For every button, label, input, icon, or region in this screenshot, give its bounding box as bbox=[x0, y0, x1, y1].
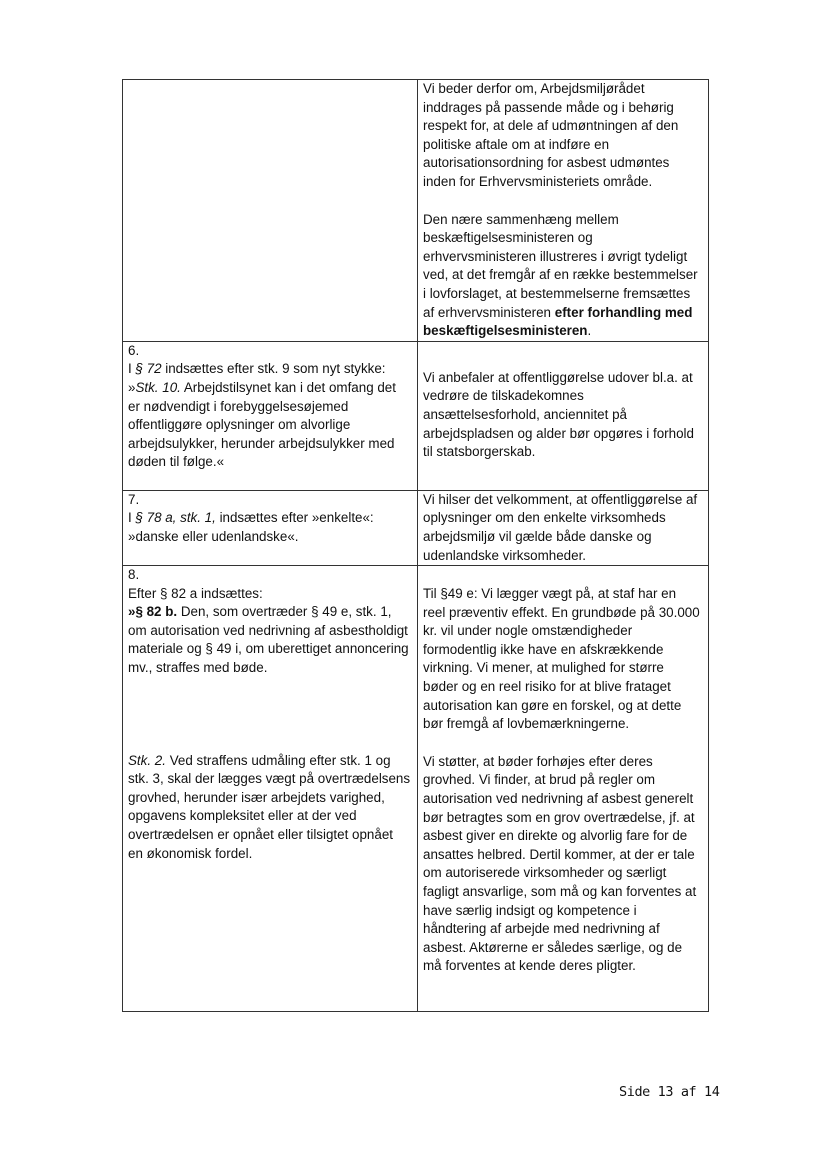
text-prefix: I bbox=[128, 361, 136, 377]
section-reference: § 78 a, stk. 1, bbox=[135, 510, 216, 526]
page-number-footer: Side 13 af 14 bbox=[619, 1084, 720, 1100]
text-after-ref: indsættes efter stk. 9 som nyt stykke: bbox=[161, 361, 386, 377]
left-cell-item-6 bbox=[123, 341, 418, 490]
right-cell-continuation bbox=[418, 80, 709, 342]
text-after-ref: indsættes efter »enkelte«: »danske eller udenlandske«. bbox=[128, 510, 374, 544]
section-reference-bold: »§ 82 b. bbox=[128, 604, 178, 620]
amendment-text bbox=[128, 509, 411, 546]
right-paragraph: Vi hilser det velkomment, at offentliggørelse af oplysninger om den enkelte virksomheds arbejdsmiljø vil gælde både danske og udenlandske virksomheder. bbox=[423, 491, 698, 563]
item-number: 6. bbox=[128, 342, 140, 358]
amendment-intro: Efter § 82 a indsættes: bbox=[128, 585, 263, 601]
bold-emphasis: efter forhandling med beskæftigelsesministeren bbox=[423, 304, 693, 339]
amendment-body: Arbejdstilsynet kan i det omfang det er nødvendigt i forebyggelsesøjemed offentliggøre oplysninger om alvorlige arbejdsulykker, herunder arbejdsulykker med døden til følge.« bbox=[128, 379, 396, 470]
right-cell-item-7 bbox=[418, 490, 709, 565]
right-cell-item-6 bbox=[418, 341, 709, 490]
right-paragraph: Vi beder derfor om, Arbejdsmiljørådet inddrages på passende måde og i behørig respekt for, at dele af udmøntningen af den politiske aftale om at indføre en autorisationsordning for asbest udmøntes inden for Erhvervsministeriets område. bbox=[423, 81, 679, 189]
consultation-table bbox=[122, 79, 709, 1012]
stk-reference: Stk. 2. bbox=[128, 752, 166, 768]
right-text: Den nære sammenhæng mellem beskæftigelsesministeren og erhvervsministeren illustreres i øvrigt tydeligt ved, at det fremgår af en række bestemmelser i lovforslaget, at bestemmelserne fremsættes af erhvervsministeren bbox=[423, 211, 698, 320]
amendment-text bbox=[128, 603, 411, 677]
stk-reference: Stk. 10. bbox=[135, 379, 181, 395]
right-paragraph: Til §49 e: Vi lægger vægt på, at staf har en reel præventiv effekt. En grundbøde på 30.000 kr. vil under nogle omstændigheder formodentlig ikke have en afskrækkende virkning. Vi mener, at mulighed for større bøder og en reel risiko for at blive frataget autorisation kan gøre en forskel, og at dette bør fremgå af lovbemærkningerne. bbox=[423, 586, 700, 732]
table-row bbox=[123, 566, 709, 1012]
item-number: 8. bbox=[128, 567, 140, 583]
amendment-text bbox=[128, 360, 411, 472]
period: . bbox=[587, 323, 592, 339]
quote-open: » bbox=[128, 379, 136, 395]
right-paragraph bbox=[423, 211, 702, 341]
table-row bbox=[123, 341, 709, 490]
section-reference: § 72 bbox=[135, 361, 162, 377]
amendment-text bbox=[128, 752, 411, 864]
right-cell-item-8 bbox=[418, 566, 709, 1012]
table-row bbox=[123, 490, 709, 565]
left-cell-continuation bbox=[123, 80, 418, 342]
right-paragraph: Vi anbefaler at offentliggørelse udover bl.a. at vedrøre de tilskadekomnes ansættelsesforhold, anciennitet på arbejdspladsen og alder bør opgøres i forhold til statsborgerskab. bbox=[423, 369, 694, 460]
table-row bbox=[123, 80, 709, 342]
right-paragraph: Vi støtter, at bøder forhøjes efter deres grovhed. Vi finder, at brud på regler om autorisation ved nedrivning af asbest generelt bør betragtes som en grov overtrædelse, jf. at asbest giver en direkte og alvorlig fare for de ansattes helbred. Dertil kommer, at der er tale om autoriserede virksomheder og særligt fagligt ansvarlige, som må og kan forventes at have særlig indsigt og kompetence i håndtering af arbejde med nedrivning af asbest. Aktørerne er således særlige, og de må forventes at kende deres pligter. bbox=[423, 753, 697, 974]
amendment-body: Ved straffens udmåling efter stk. 1 og stk. 3, skal der lægges vægt på overtrædelsens grovhed, herunder især arbejdets varighed, opgavens kompleksitet eller at der ved overtrædelsen er opnået eller tilsigtet opnået en økonomisk fordel. bbox=[128, 752, 411, 861]
left-cell-item-7 bbox=[123, 490, 418, 565]
text-prefix: I bbox=[128, 510, 136, 526]
amendment-body: Den, som overtræder § 49 e, stk. 1, om autorisation ved nedrivning af asbestholdigt materiale og § 49 i, om uberettiget annoncering mv., straffes med bøde. bbox=[128, 604, 409, 676]
item-number: 7. bbox=[128, 491, 140, 507]
left-cell-item-8 bbox=[123, 566, 418, 1012]
